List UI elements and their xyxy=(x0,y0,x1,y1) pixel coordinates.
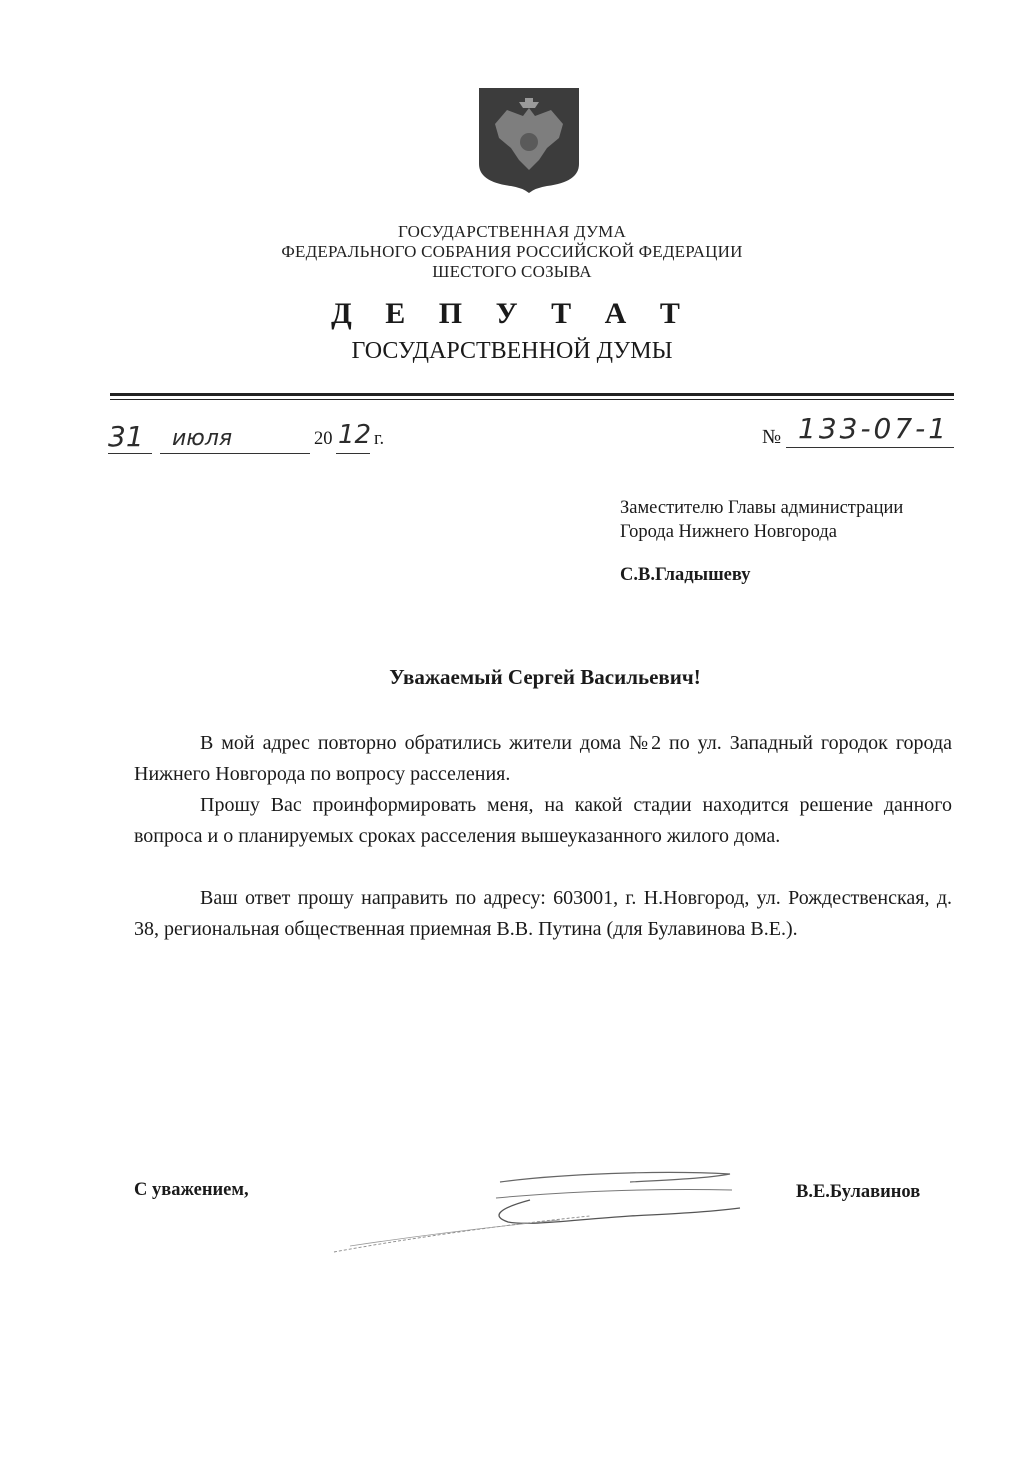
date-day-underline xyxy=(108,452,152,454)
date-month: июля xyxy=(172,426,233,451)
number-underline xyxy=(786,446,954,448)
body-paragraph-1: В мой адрес повторно обратились жители дома №2 по ул. Западный городок города Нижнего Новгорода по вопросу расселения. xyxy=(134,732,952,785)
handwritten-signature xyxy=(330,1160,750,1260)
date-year-underline xyxy=(336,452,370,454)
date-year-prefix: 20 xyxy=(314,429,333,449)
deputy-subtitle: ГОСУДАРСТВЕННОЙ ДУМЫ xyxy=(351,338,673,364)
header-divider-thin xyxy=(110,399,954,400)
date-year-suffix: 12 xyxy=(338,420,372,450)
addressee-name: С.В.Гладышеву xyxy=(620,565,751,585)
body-paragraph-3: Ваш ответ прошу направить по адресу: 603001, г. Н.Новгород, ул. Рождественская, д. 38, региональная общественная приемная В.В. Путина (для Булавинова В.Е.). xyxy=(134,887,952,940)
greeting: Уважаемый Сергей Васильевич! xyxy=(389,665,701,689)
letter-number: 133-07-1 xyxy=(798,412,950,445)
addressee-line2: Города Нижнего Новгорода xyxy=(620,522,838,542)
addressee-line1: Заместителю Главы администрации xyxy=(620,498,904,518)
russian-coat-of-arms-icon xyxy=(477,86,581,194)
header-line-assembly: ФЕДЕРАЛЬНОГО СОБРАНИЯ РОССИЙСКОЙ ФЕДЕРАЦИИ xyxy=(281,242,743,261)
header-line-duma: ГОСУДАРСТВЕННАЯ ДУМА xyxy=(398,222,626,241)
number-sign: № xyxy=(762,426,782,448)
date-month-underline xyxy=(160,452,310,454)
date-year-mark: г. xyxy=(374,429,385,449)
header-divider-thick xyxy=(110,393,954,396)
date-day: 31 xyxy=(108,420,144,453)
signer-name: В.Е.Булавинов xyxy=(796,1182,921,1202)
header-line-convocation: ШЕСТОГО СОЗЫВА xyxy=(432,262,592,281)
body-paragraph-2: Прошу Вас проинформировать меня, на какой стадии находится решение данного вопроса и о планируемых сроках расселения вышеуказанного жилого дома. xyxy=(134,794,952,847)
closing-regards: С уважением, xyxy=(134,1180,249,1200)
deputy-title: Д Е П У Т А Т xyxy=(331,297,693,330)
